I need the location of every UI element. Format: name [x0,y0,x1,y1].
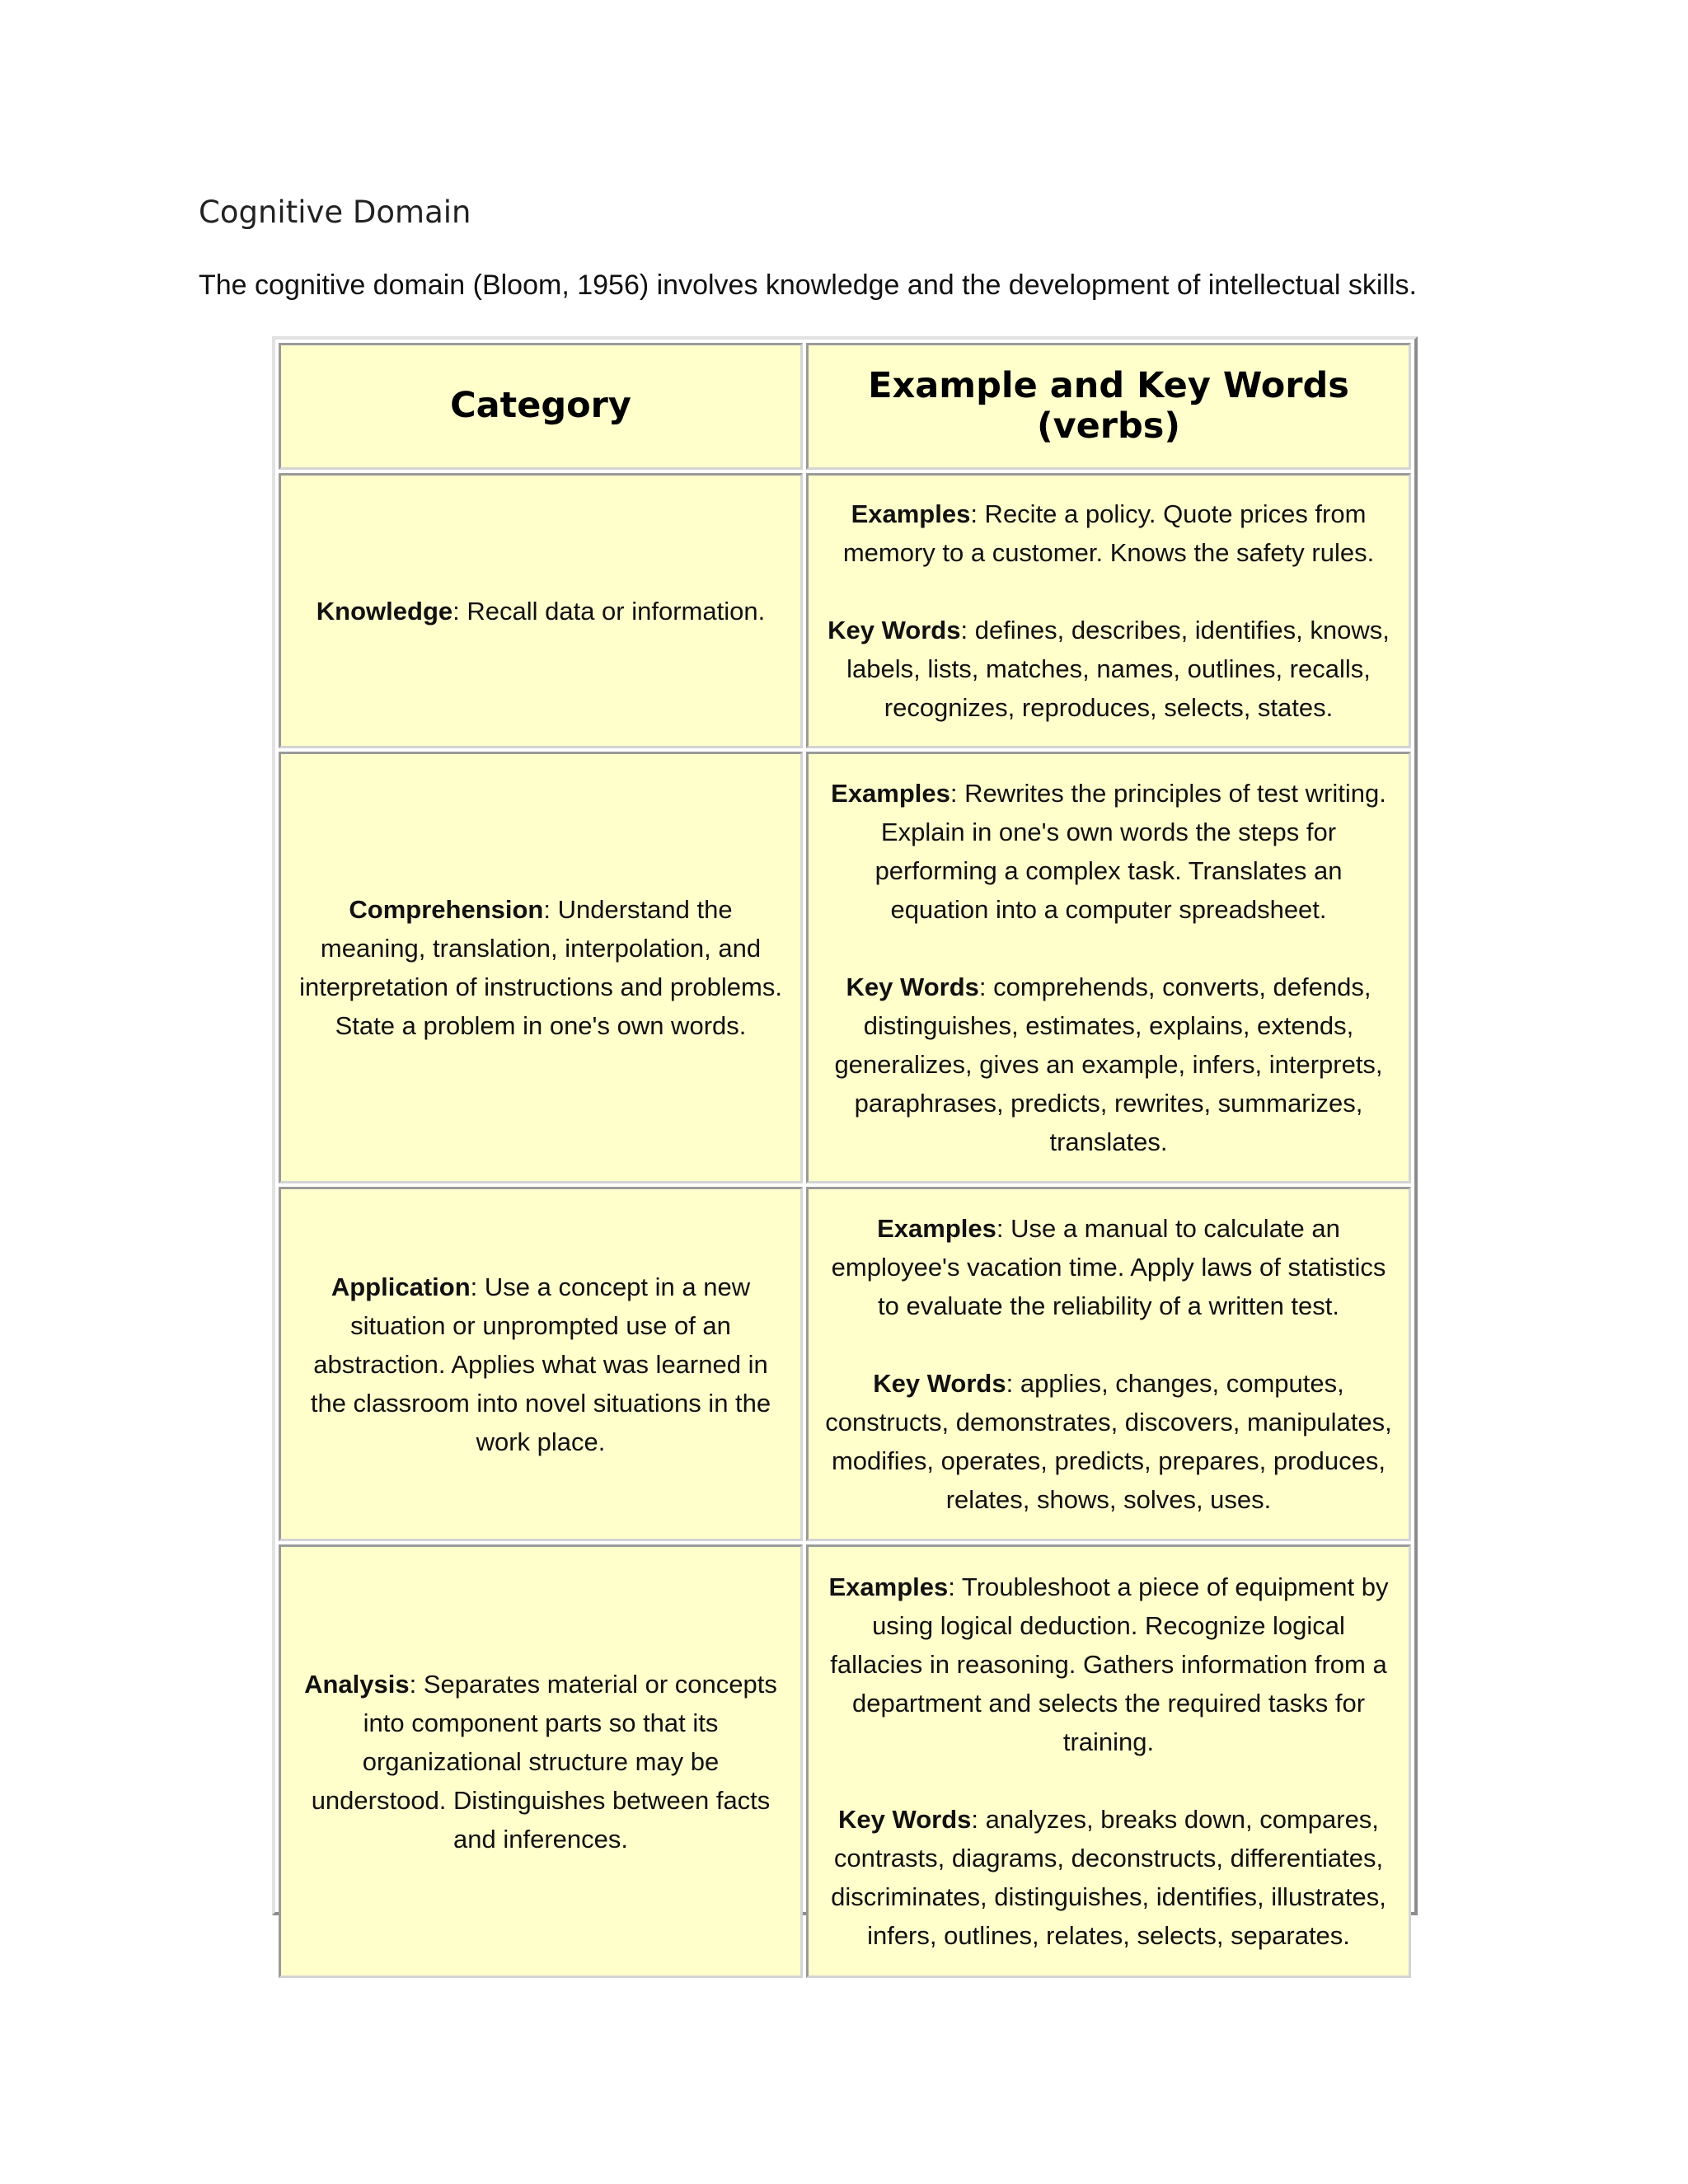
examples-text [823,494,1394,572]
examples-value: : Recite a policy. Quote prices from memory to a customer. Knows the safety rules. [842,499,1375,567]
category-cell [279,752,803,1183]
examples-value: : Rewrites the principles of test writing. Explain in one's own words the steps for performing a complex task. Translates an equation into a computer spreadsheet. [874,779,1386,924]
category-definition: : Recall data or information. [452,596,766,626]
table-row [279,752,1411,1183]
examples-cell [806,1187,1411,1541]
keywords-value: : comprehends, converts, defends, distinguishes, estimates, explains, extends, generalizes, gives an example, infers, interprets, paraphrases, predicts, rewrites, summarizes, translates. [834,972,1383,1156]
examples-label: Examples [828,1572,949,1601]
page-title: Cognitive Domain [199,194,471,230]
examples-text [823,1209,1394,1325]
header-examples-keywords: Example and Key Words (verbs) [806,343,1411,470]
category-definition: : Understand the meaning, translation, interpolation, and interpretation of instructions and problems. State a problem in one's own words. [299,895,782,1040]
category-term: Knowledge [316,596,453,626]
keywords-label: Key Words [873,1369,1006,1398]
examples-label: Examples [877,1214,996,1243]
keywords-text [823,611,1394,727]
examples-cell [806,473,1411,748]
header-category: Category [279,343,803,470]
keywords-label: Key Words [828,616,961,644]
category-definition: : Separates material or concepts into component parts so that its organizational structure may be understood. Distinguishes between facts and inferences. [311,1669,777,1854]
category-cell [279,473,803,748]
keywords-text [823,1364,1394,1519]
examples-text [823,1568,1394,1761]
category-cell [279,1544,803,1978]
paragraph-gap [823,1761,1394,1800]
examples-cell [806,752,1411,1183]
examples-text [823,774,1394,929]
examples-label: Examples [831,779,950,808]
keywords-value: : analyzes, breaks down, compares, contrasts, diagrams, deconstructs, differentiates, discriminates, distinguishes, identifies, illustrates, infers, outlines, relates, selects, separates. [831,1805,1386,1950]
keywords-value: : applies, changes, computes, constructs, demonstrates, discovers, manipulates, modifies, operates, predicts, prepares, produces, relates, shows, solves, uses. [825,1369,1392,1514]
table-grid [275,340,1414,1981]
examples-cell [806,1544,1411,1978]
paragraph-gap [823,1325,1394,1364]
table-header-row [279,343,1411,470]
category-term: Application [331,1272,471,1301]
examples-label: Examples [851,499,971,528]
paragraph-gap [823,572,1394,611]
category-cell [279,1187,803,1541]
category-term: Comprehension [349,895,544,924]
keywords-value: : defines, describes, identifies, knows, labels, lists, matches, names, outlines, recalls, recognizes, reproduces, selects, states. [846,616,1390,722]
table-row [279,1544,1411,1978]
examples-value: : Troubleshoot a piece of equipment by using logical deduction. Recognize logical fallacies in reasoning. Gathers information from a department and selects the required tasks for training. [830,1572,1389,1756]
keywords-text [823,968,1394,1161]
keywords-label: Key Words [846,972,979,1001]
keywords-label: Key Words [838,1805,972,1834]
category-term: Analysis [304,1669,410,1699]
examples-value: : Use a manual to calculate an employee's vacation time. Apply laws of statistics to evaluate the reliability of a written test. [831,1214,1386,1320]
keywords-text [823,1800,1394,1955]
table-row [279,473,1411,748]
intro-paragraph: The cognitive domain (Bloom, 1956) involves knowledge and the development of intellectual skills. [199,269,1417,301]
table-row [279,1187,1411,1541]
paragraph-gap [823,929,1394,968]
category-definition: : Use a concept in a new situation or unprompted use of an abstraction. Applies what was learned in the classroom into novel situations in the work place. [310,1272,771,1456]
cognitive-domain-table [272,336,1418,1950]
